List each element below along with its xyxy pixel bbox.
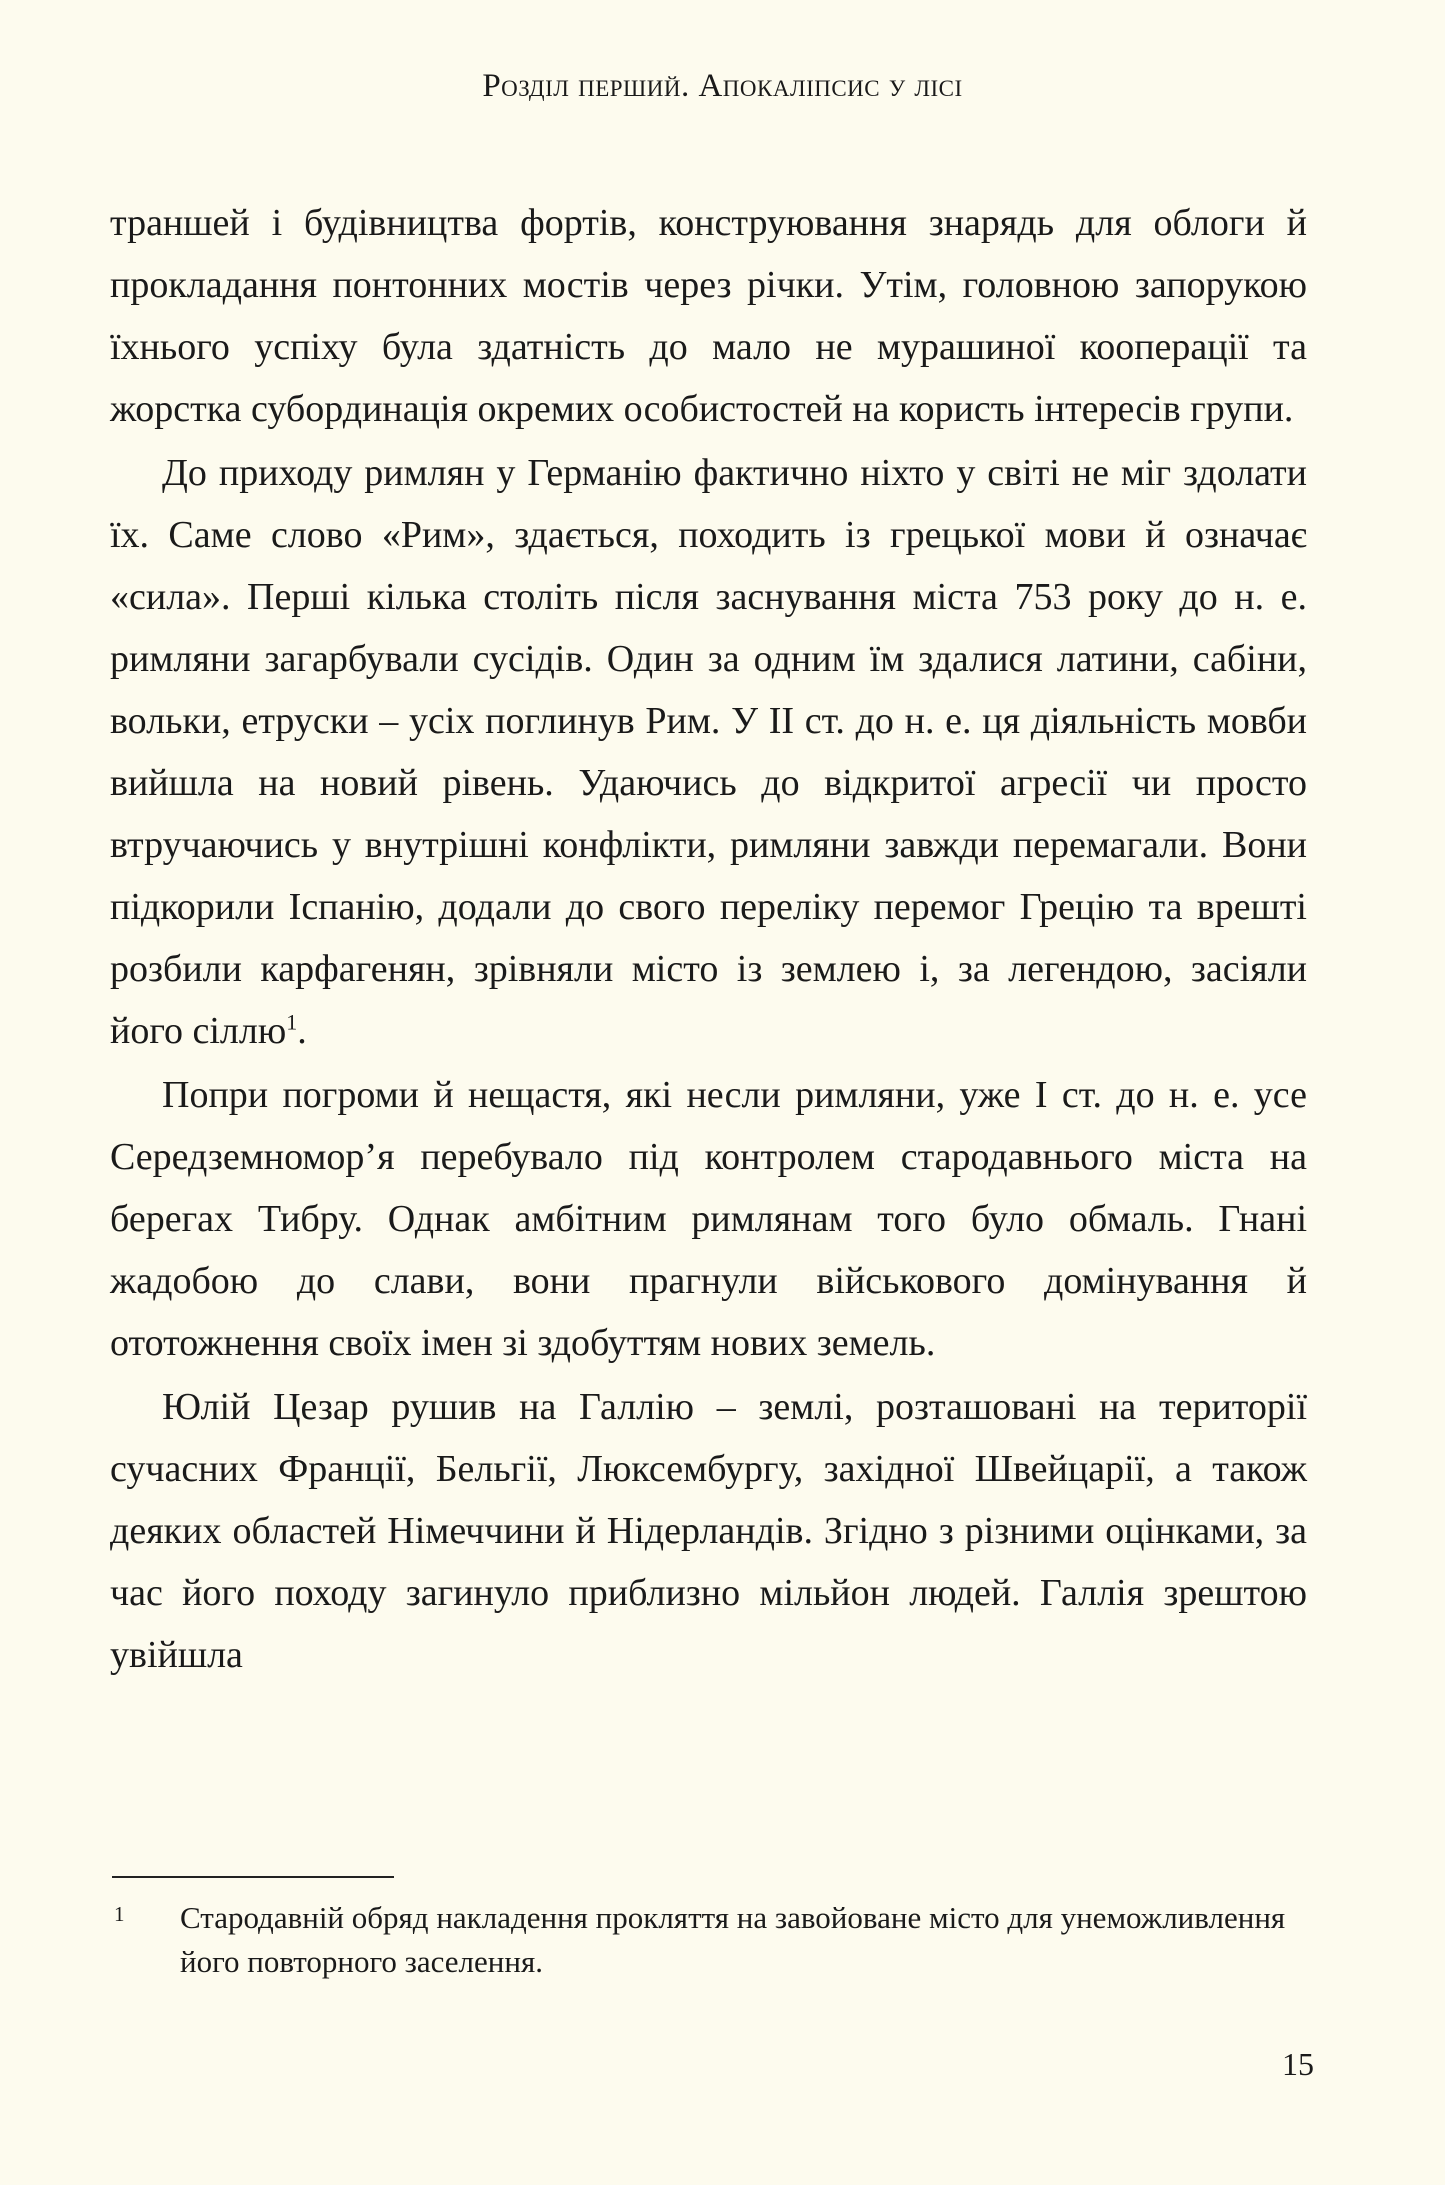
paragraph-1: траншей і будівництва фортів, конструювання знарядь для облоги й прокладання понтонних мостів через річки. Утім, головною запорукою їхнього успіху була здатність до мало не мурашиної кооперації та жорстка субординація окремих особистостей на користь інтересів групи. (110, 202, 1307, 430)
paragraph-2-text: До приходу римлян у Германію фактично ніхто у світі не міг здолати їх. Саме слово «Рим», здається, походить із грецької мови й означає «сила». Перші кілька століть після заснування міста 753 року до н. е. римляни загарбували сусідів. Один за одним їм здалися латини, сабіни, вольки, етруски – усіх поглинув Рим. У II ст. до н. е. ця діяльність мовби вийшла на новий рівень. Удаючись до відкритої агресії чи просто втручаючись у внутрішні конфлікти, римляни завжди перемагали. Вони підкорили Іспанію, додали до свого переліку перемог Грецію та врешті розбили карфагенян, зрівняли місто із землею і, за легендою, засіяли його сіллю (110, 452, 1307, 1052)
page-number: 15 (1282, 2046, 1314, 2082)
footnote-text: Стародавній обряд накладення прокляття на завойоване місто для унеможливлення його повторного заселення. (180, 1900, 1286, 1979)
body-text (110, 192, 1307, 1686)
paragraph-3: Попри погроми й нещастя, які несли римляни, уже I ст. до н. е. усе Середземномор’я перебувало під контролем стародавнього міста на берегах Тибру. Однак амбітним римлянам того було обмаль. Гнані жадобою до слави, вони прагнули військового домінування й ототожнення своїх імен зі здобуттям нових земель. (110, 1074, 1307, 1364)
paragraph-2: До приходу римлян у Германію фактично ніхто у світі не міг здолати їх. Саме слово «Рим», здається, походить із грецької мови й означає «сила». Перші кілька століть після заснування міста 753 року до н. е. римляни загарбували сусідів. Один за одним їм здалися латини, сабіни, вольки, етруски – усіх поглинув Рим. У II ст. до н. е. ця діяльність мовби вийшла на новий рівень. Удаючись до відкритої агресії чи просто втручаючись у внутрішні конфлікти, римляни завжди перемагали. Вони підкорили Іспанію, додали до свого переліку перемог Грецію та врешті розбили карфагенян, зрівняли місто із землею і, за легендою, засіяли його сіллю$^1$. (110, 452, 1307, 1052)
footnote-divider (112, 1876, 394, 1878)
footnote-reference: 1 (286, 1009, 298, 1035)
footnote (112, 1896, 1312, 1984)
footnote-marker: 1 (114, 1902, 125, 1926)
paragraph-4: Юлій Цезар рушив на Галлію – землі, розташовані на території сучасних Франції, Бельгії, Люксембургу, західної Швейцарії, а також деяких областей Німеччини й Нідерландів. Згідно з різними оцінками, за час його походу загинуло приблизно мільйон людей. Галлія зрештою увійшла (110, 1386, 1307, 1676)
running-head: Розділ перший. Апокаліпсис у лісі (482, 68, 963, 104)
